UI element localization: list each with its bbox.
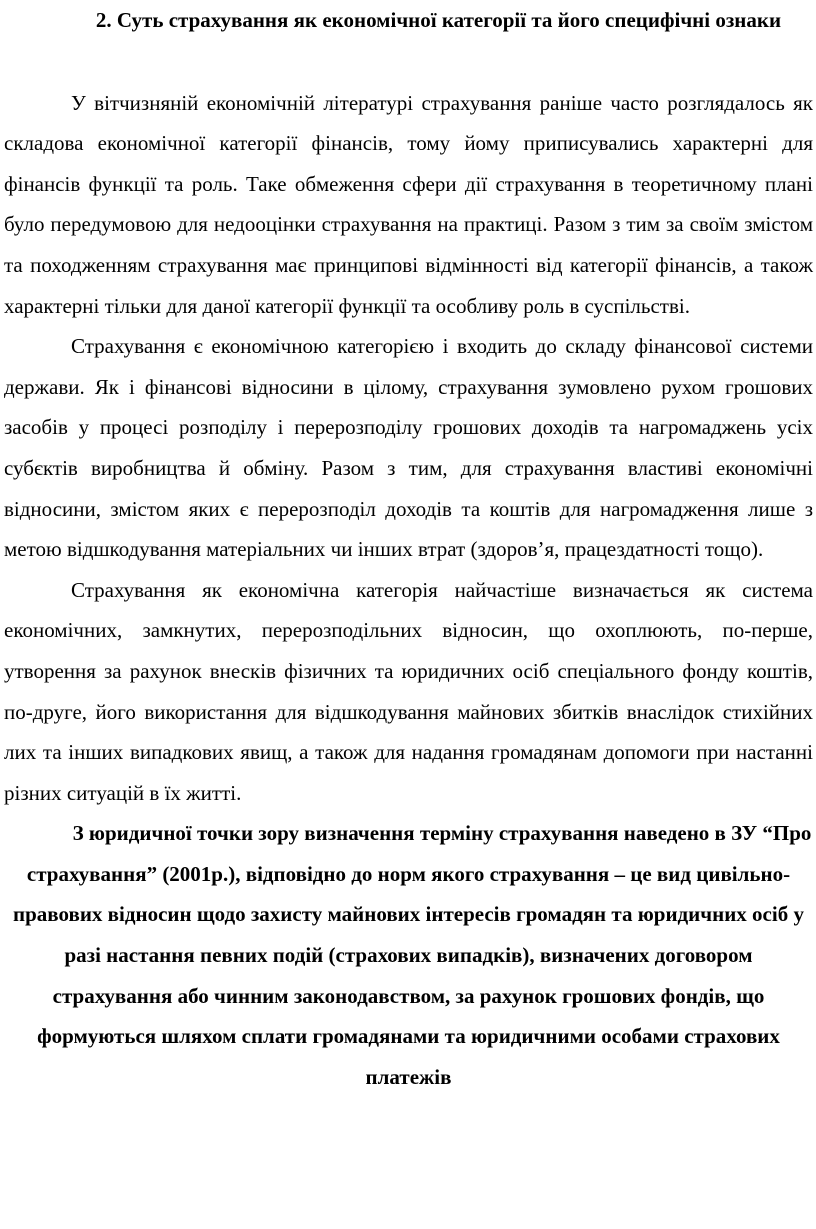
paragraph-1: У вітчизняній економічній літературі страхування раніше часто розглядалось як складова економічної категорії фінансів, тому йому приписувались характерні для фінансів функції та роль. Таке обмеження сфери дії страхування в теоретичному плані було передумовою для недооцінки страхування на практиці. Разом з тим за своїм змістом та походженням страхування має принципові відмінності від категорії фінансів, а також характерні тільки для даної категорії функції та особливу роль в суспільстві. [4,90,813,318]
legal-definition-paragraph: З юридичної точки зору визначення терміну страхування наведено в ЗУ “Про страхування” (2001р.), відповідно до норм якого страхування – це вид цивільно-правових відносин щодо захисту майнових інтересів громадян та юридичних осіб у разі настання певних подій (страхових випадків), визначених договором страхування або чинним законодавством, за рахунок грошових фондів, що формуються шляхом сплати громадянами та юридичними особами страхових платежів [13,821,812,1089]
paragraph-3: Страхування як економічна категорія найчастіше визначається як система економічних, замкнутих, перерозподільних відносин, що охоплюють, по-перше, утворення за рахунок внесків фізичних та юридичних осіб спеціального фонду коштів, по-друге, його використання для відшкодування майнових збитків внаслідок стихійних лих та інших випадкових явищ, а також для надання громадянам допомоги при настанні різних ситуацій в їх житті. [4,577,813,805]
paragraph-2: Страхування є економічною категорією і входить до складу фінансової системи держави. Як і фінансові відносини в цілому, страхування зумовлено рухом грошових засобів у процесі розподілу і перерозподілу грошових доходів та нагромаджень усіх субєктів виробництва й обміну. Разом з тим, для страхування властиві економічні відносини, змістом яких є перерозподіл доходів та коштів для нагромадження лише з метою відшкодування матеріальних чи інших втрат (здоров’я, працездатності тощо). [4,334,813,562]
section-title: 2. Суть страхування як економічної категорії та його специфічні ознаки [95,8,782,32]
title-spacer [4,41,813,83]
